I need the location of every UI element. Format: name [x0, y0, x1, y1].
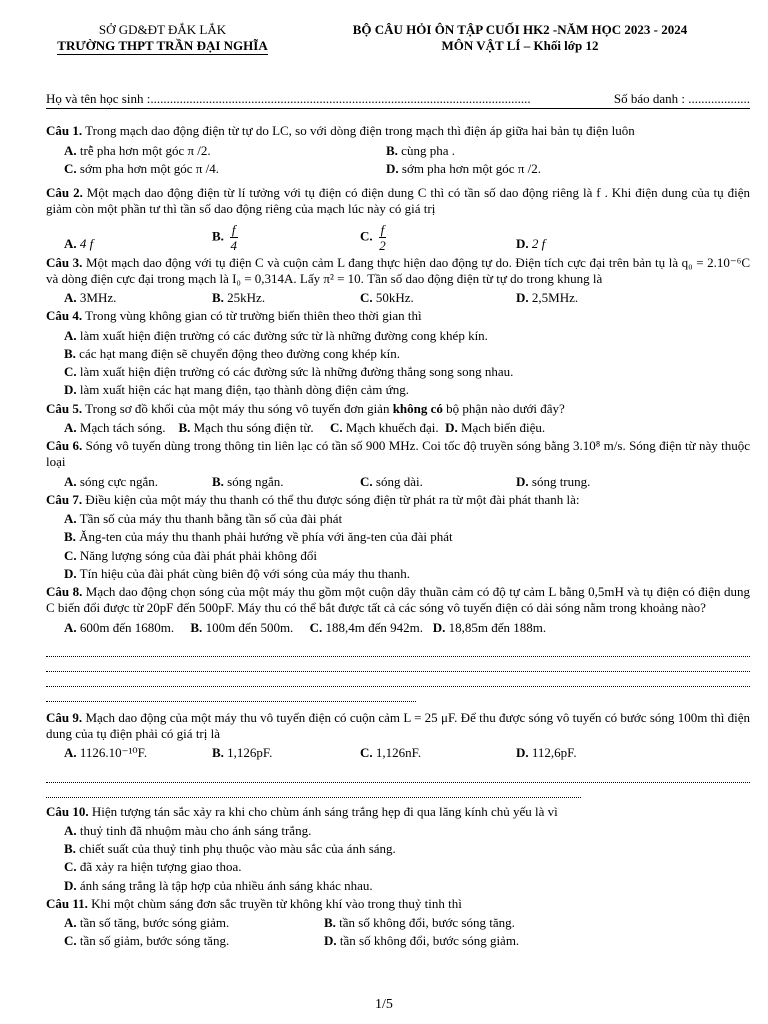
answer-line[interactable]	[46, 785, 581, 798]
option-label: D.	[324, 933, 337, 949]
option-text: Mạch biến điệu.	[457, 419, 546, 435]
numerator: f	[380, 221, 385, 237]
answer-line[interactable]	[46, 674, 750, 687]
answer-line[interactable]	[46, 659, 750, 672]
question-3	[46, 255, 750, 288]
option-d[interactable]	[433, 620, 546, 635]
option-b[interactable]	[190, 620, 293, 635]
option-c[interactable]	[360, 474, 516, 490]
option-text: 2 f	[531, 236, 546, 252]
option-text: sóng trung.	[528, 473, 591, 489]
question-number: Câu 7.	[46, 491, 83, 507]
option-text: 112,6pF.	[528, 745, 577, 761]
option-text: làm xuất hiện các hạt mang điện, tạo thành dòng điện cảm ứng.	[76, 382, 409, 398]
option-text: 1,126nF.	[372, 745, 422, 761]
option-label: D.	[445, 419, 458, 435]
question-text: Một mạch dao động với tụ điện C và cuộn cảm L đang thực hiện dao động tự do. Điện tích cực đại trên bản tụ là q₀ = 2.10⁻⁶C và dòng điện cực đại trong mạch là I₀ = 0,314A. Lấy π² = 10. Tần số dao động điện từ tự do trong khung là	[46, 254, 750, 286]
option-label: D.	[516, 236, 529, 252]
option-label: C.	[64, 933, 77, 949]
option-label: C.	[360, 290, 373, 305]
option-label: A.	[64, 511, 77, 526]
option-text: 18,85m đến 188m.	[445, 619, 547, 635]
exam-title: BỘ CÂU HỎI ÔN TẬP CUỐI HK2 -NĂM HỌC 2023 - 2024	[352, 22, 688, 37]
question-text: Điều kiện của một máy thu thanh có thể thu được sóng điện từ phát ra từ một đài phát thanh là:	[82, 491, 580, 507]
question-number: Câu 6.	[46, 438, 83, 453]
options-row	[46, 620, 750, 636]
question-5	[46, 401, 750, 417]
option-text: thuỷ tinh đã nhuộm màu cho ánh sáng trắng.	[76, 822, 312, 838]
question-number: Câu 2.	[46, 185, 83, 200]
question-text: Sóng vô tuyến dùng trong thông tin liên lạc có tần số 900 MHz. Coi tốc độ truyền sóng bằng 3.10⁸ m/s. Sóng điện từ này thuộc loại	[46, 438, 750, 470]
option-a[interactable]	[46, 823, 750, 839]
answer-line[interactable]	[46, 770, 750, 783]
option-label: B.	[178, 419, 191, 435]
option-d[interactable]	[46, 566, 750, 582]
options-row	[46, 420, 750, 436]
option-label: D.	[516, 745, 529, 761]
option-b[interactable]	[178, 420, 313, 435]
option-label: A.	[64, 327, 77, 343]
option-label: C.	[64, 547, 77, 563]
question-text: Mạch dao động của một máy thu vô tuyến điện có cuộn cảm L = 25 μF. Để thu được sóng vô tuyến có bước sóng 100m thì điện dung của tụ điện phải có giá trị là	[46, 709, 751, 741]
option-a[interactable]	[64, 290, 212, 306]
option-text: Tần số của máy thu thanh bằng tần số của đài phát	[76, 511, 343, 526]
question-6	[46, 438, 750, 471]
option-c[interactable]	[46, 364, 750, 380]
option-text: sóng dài.	[372, 473, 423, 489]
option-a[interactable]	[64, 474, 212, 490]
option-label: D.	[516, 473, 529, 489]
option-text: Mạch khuếch đại.	[342, 419, 439, 435]
option-label: B.	[212, 290, 224, 305]
option-label: D.	[386, 160, 399, 176]
option-d[interactable]	[386, 161, 541, 177]
option-text: trễ pha hơn một góc π /2.	[76, 142, 211, 158]
options-row	[46, 222, 750, 253]
option-d[interactable]	[324, 933, 519, 949]
option-label: D.	[516, 290, 529, 305]
question-text: Mạch dao động chọn sóng của một máy thu gồm một cuộn dây thuần cảm có độ tự cảm L bằng 0,5mH và tụ điện có điện dung C biến đổi được từ 20pF đến 500pF. Máy thu có thể bắt được tất cả các sóng vô tuyến điện có dải sóng nằm trong khoảng nào?	[46, 584, 750, 616]
question-1	[46, 123, 750, 139]
school-header	[45, 22, 280, 55]
options-row	[46, 915, 750, 931]
page-number: 1/5	[375, 997, 393, 1012]
question-number: Câu 10.	[46, 803, 89, 819]
option-text: làm xuất hiện điện trường có các đường sức từ là những đường cong khép kín.	[76, 327, 488, 343]
options-row	[46, 161, 750, 177]
option-text: ánh sáng trắng là tập hợp của nhiều ánh sáng khác nhau.	[76, 877, 373, 893]
exam-content	[46, 91, 750, 952]
option-b[interactable]	[212, 745, 360, 761]
option-d[interactable]	[516, 474, 590, 490]
exam-subject: MÔN VẬT LÍ – Khối lớp 12	[441, 38, 599, 53]
question-9	[46, 710, 750, 743]
option-label: B.	[212, 227, 224, 243]
option-b[interactable]	[46, 529, 750, 545]
option-text: Năng lượng sóng của đài phát phải không đổi	[76, 547, 317, 563]
option-a[interactable]	[46, 511, 750, 527]
option-a[interactable]	[64, 143, 386, 159]
option-d[interactable]	[516, 236, 545, 252]
question-10	[46, 804, 750, 820]
option-text: Tín hiệu của đài phát cùng biên độ với sóng của máy thu thanh.	[76, 565, 411, 581]
question-number: Câu 11.	[46, 895, 88, 911]
option-label: A.	[64, 236, 77, 252]
option-label: B.	[64, 841, 76, 856]
option-d[interactable]	[516, 290, 578, 306]
department-name: SỞ GD&ĐT ĐẮK LẮK	[98, 22, 227, 37]
option-b[interactable]	[46, 841, 750, 857]
option-label: C.	[64, 160, 77, 176]
option-label: B.	[324, 915, 336, 930]
question-number: Câu 3.	[46, 254, 83, 270]
option-text: 50kHz.	[372, 290, 414, 305]
option-text: sớm pha hơn một góc π /2.	[398, 160, 541, 176]
option-text: chiết suất của thuỷ tinh phụ thuộc vào màu sắc của ánh sáng.	[75, 841, 396, 856]
option-label: D.	[432, 619, 446, 635]
option-text: sớm pha hơn một góc π /4.	[76, 160, 219, 176]
option-c[interactable]	[310, 620, 423, 635]
option-b[interactable]	[212, 222, 360, 253]
question-text: Khi một chùm sáng đơn sắc truyền từ không khí vào trong thuỷ tinh thì	[87, 895, 462, 911]
option-label: A.	[64, 915, 77, 930]
option-label: C.	[329, 419, 343, 435]
fraction	[379, 222, 387, 253]
question-2	[46, 185, 750, 218]
option-label: B.	[64, 529, 76, 545]
option-text: 4 f	[79, 236, 94, 252]
option-text: 2,5MHz.	[528, 290, 579, 305]
question-number: Câu 9.	[46, 709, 83, 725]
option-label: B.	[64, 345, 76, 361]
question-text: Trong sơ đồ khối của một máy thu sóng vô tuyến đơn giản	[82, 400, 393, 416]
option-b[interactable]	[324, 915, 515, 931]
option-d[interactable]	[46, 382, 750, 398]
option-c[interactable]	[46, 859, 750, 875]
option-label: D.	[64, 382, 77, 398]
option-label: A.	[64, 745, 77, 761]
option-label: B.	[386, 142, 398, 158]
option-text: tần số không đổi, bước sóng tăng.	[335, 915, 515, 930]
question-number: Câu 8.	[46, 584, 83, 599]
option-text: cùng pha .	[397, 142, 455, 158]
option-label: C.	[64, 859, 77, 875]
option-d[interactable]	[445, 420, 545, 435]
question-text: Trong vùng không gian có từ trường biến thiên theo thời gian thì	[82, 308, 422, 324]
fraction	[230, 222, 238, 253]
option-a[interactable]	[46, 328, 750, 344]
option-c[interactable]	[46, 548, 750, 564]
question-text: Hiện tượng tán sắc xảy ra khi cho chùm ánh sáng trắng hẹp đi qua lăng kính chủ yếu là vì	[88, 803, 558, 819]
option-label: C.	[360, 745, 373, 761]
option-text: 600m đến 1680m.	[76, 619, 175, 635]
student-info-line	[46, 91, 750, 109]
option-a[interactable]	[64, 745, 212, 761]
option-text: 1126.10⁻¹⁰F.	[76, 745, 148, 761]
question-8	[46, 584, 750, 617]
option-c[interactable]	[360, 222, 516, 253]
question-text: bộ phận nào dưới đây?	[442, 400, 565, 416]
option-d[interactable]	[516, 745, 577, 761]
option-text: các hạt mang điện sẽ chuyển động theo đường cong khép kín.	[75, 345, 400, 361]
question-text: Một mạch dao động điện từ lí tưởng với tụ điện có điện dung C thì có tần số dao động riêng là f . Khi điện dung của tụ điện giảm còn một phần tư thì tần số dao động riêng của mạch lúc này có giá trị	[46, 185, 750, 217]
question-11	[46, 896, 750, 912]
option-text: 1,126pF.	[223, 745, 273, 761]
option-text: tần số tăng, bước sóng giảm.	[76, 915, 230, 930]
options-row	[46, 474, 750, 490]
option-c[interactable]	[64, 161, 386, 177]
student-name-field[interactable]: Họ và tên học sinh :.....................................................................................................................	[46, 91, 531, 106]
options-row	[46, 290, 750, 306]
option-text: 100m đến 500m.	[202, 619, 294, 635]
option-label: B.	[212, 473, 224, 489]
exam-header	[300, 22, 740, 54]
option-text: 25kHz.	[223, 290, 266, 305]
denominator: 4	[230, 237, 237, 253]
option-label: B.	[212, 745, 224, 761]
question-4	[46, 308, 750, 324]
option-a[interactable]	[64, 915, 324, 931]
option-label: C.	[64, 364, 77, 379]
option-c[interactable]	[64, 933, 324, 949]
options-row	[46, 933, 750, 949]
option-b[interactable]	[386, 143, 455, 159]
option-b[interactable]	[212, 474, 360, 490]
school-name: TRƯỜNG THPT TRẦN ĐẠI NGHĨA	[57, 38, 268, 53]
option-label: A.	[64, 290, 77, 305]
option-text: tần số giảm, bước sóng tăng.	[76, 933, 230, 949]
question-text: Trong mạch dao động điện từ tự do LC, so với dòng điện trong mạch thì điện áp giữa hai bản tụ điện luôn	[82, 123, 635, 139]
option-label: C.	[360, 227, 373, 243]
option-b[interactable]	[46, 346, 750, 362]
option-text: sóng cực ngắn.	[76, 473, 159, 489]
option-a[interactable]	[64, 236, 212, 252]
option-label: C.	[309, 619, 323, 635]
option-text: 188,4m đến 942m.	[322, 619, 423, 635]
option-c[interactable]	[360, 290, 516, 306]
denominator: 2	[379, 237, 386, 253]
option-label: B.	[190, 619, 203, 635]
option-a[interactable]	[64, 420, 165, 435]
option-text: tần số không đổi, bước sóng giảm.	[336, 933, 520, 949]
option-a[interactable]	[64, 620, 174, 635]
option-label: A.	[64, 619, 77, 635]
option-c[interactable]	[330, 420, 439, 435]
option-text: Mạch thu sóng điện từ.	[190, 419, 314, 435]
option-c[interactable]	[360, 745, 516, 761]
option-label: A.	[64, 142, 77, 158]
question-number: Câu 4.	[46, 308, 83, 324]
option-d[interactable]	[46, 878, 750, 894]
option-text: Mạch tách sóng.	[76, 419, 166, 435]
option-label: C.	[360, 473, 373, 489]
option-label: D.	[64, 565, 77, 581]
question-emphasis: không có	[392, 400, 443, 416]
option-text: Ăng-ten của máy thu thanh phải hướng về phía với ăng-ten của đài phát	[75, 529, 453, 545]
question-7	[46, 492, 750, 508]
question-number: Câu 1.	[46, 123, 83, 139]
option-label: A.	[64, 822, 77, 838]
numerator: f	[231, 221, 236, 237]
student-id-field[interactable]: Số báo danh : ...................	[613, 91, 750, 106]
answer-line[interactable]	[46, 644, 750, 657]
option-text: đã xảy ra hiện tượng giao thoa.	[76, 859, 242, 875]
option-label: A.	[64, 419, 77, 435]
options-row	[46, 745, 750, 761]
option-text: sóng ngắn.	[223, 473, 284, 489]
option-label: A.	[64, 473, 77, 489]
question-number: Câu 5.	[46, 400, 83, 416]
option-text: làm xuất hiện điện trường có các đường sức là những đường thẳng song song nhau.	[76, 364, 514, 379]
answer-line[interactable]	[46, 689, 416, 702]
option-label: D.	[64, 877, 77, 893]
options-row	[46, 143, 750, 159]
option-text: 3MHz.	[76, 290, 117, 305]
option-b[interactable]	[212, 290, 360, 306]
